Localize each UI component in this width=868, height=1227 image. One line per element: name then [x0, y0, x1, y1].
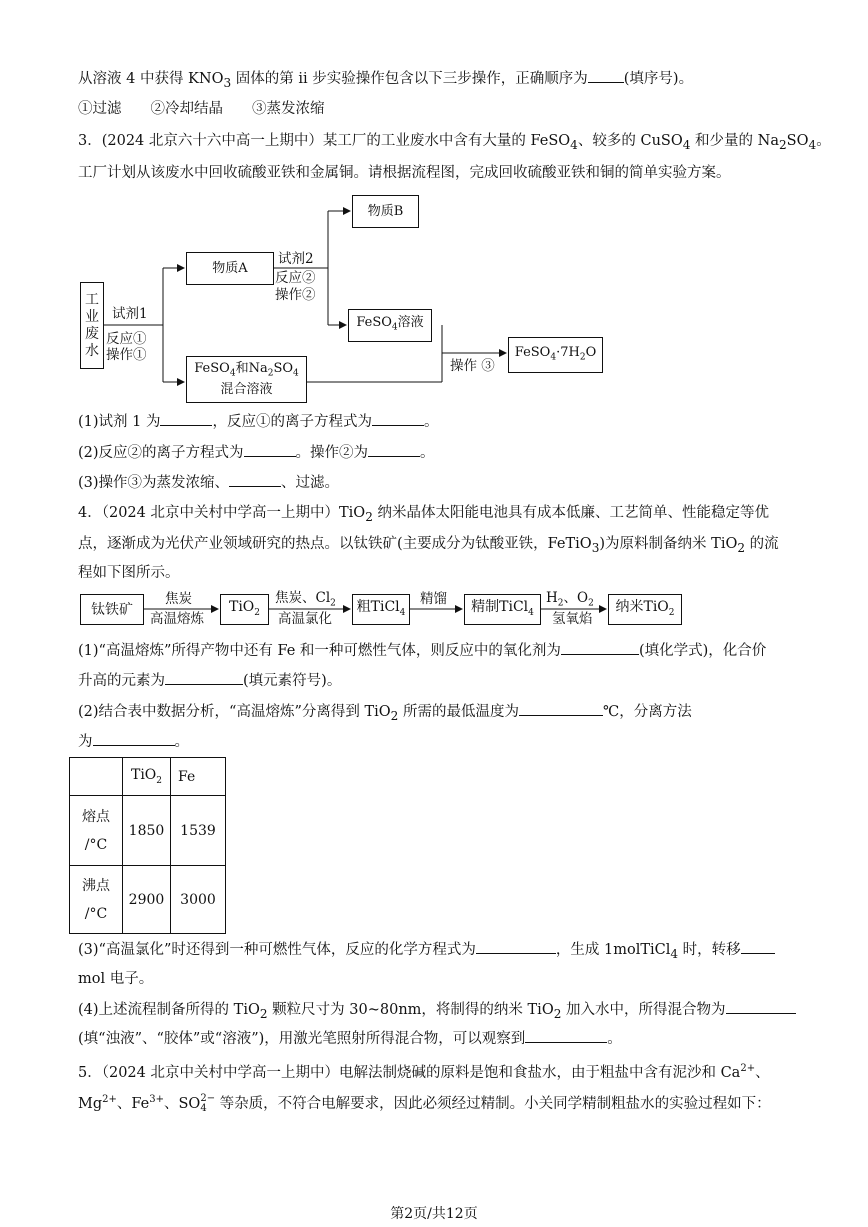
- text-span: SO: [786, 133, 809, 149]
- subscript: 2: [737, 540, 746, 555]
- box-label: FeSO: [356, 315, 392, 331]
- box-label: 纳米TiO: [615, 598, 669, 615]
- subscript: 4: [570, 137, 578, 152]
- box-label: 粗TiCl: [356, 598, 400, 615]
- answer-blank[interactable]: [165, 670, 243, 685]
- label-operation-2: 操作②: [275, 287, 316, 303]
- text-span: 和少量的 Na: [690, 133, 779, 149]
- box-crude-ticl4: [352, 594, 410, 625]
- table-row: [70, 866, 226, 934]
- text-span: 、Fe: [116, 1095, 150, 1112]
- text-span: (填序号)。: [623, 71, 694, 87]
- text-span: 等杂质，不符合电解要求，因此必须经过精制。小关同学精制粗盐水的实验过程如下：: [215, 1095, 771, 1112]
- subscript: 2: [553, 1006, 562, 1021]
- box-label: FeSO: [194, 361, 230, 377]
- subscript: 4: [550, 352, 557, 363]
- text-span: 颗粒尺寸为 30~80nm，将制得的纳米 TiO: [267, 1002, 554, 1018]
- table-header-cell: Fe: [171, 758, 226, 796]
- superscript: 2+: [740, 1063, 756, 1074]
- subscript: 4: [399, 607, 406, 618]
- subscript: 2: [668, 607, 675, 618]
- cell-text: 沸点: [82, 877, 110, 894]
- text-span: (填“浊液”、“胶体”或“溶液”)，用激光笔照射所得混合物，可以观察到: [78, 1031, 526, 1047]
- text-span: 时，转移: [678, 942, 741, 958]
- text-span: 、: [755, 1064, 770, 1081]
- text-span: Mg: [78, 1095, 103, 1112]
- text-span: 。: [607, 1031, 622, 1047]
- table-row-label: [70, 796, 123, 866]
- subscript: 2: [390, 708, 399, 723]
- text-span: (4)上述流程制备所得的 TiO: [78, 1002, 260, 1018]
- subscript: 2: [259, 1006, 268, 1021]
- subscript: 4: [670, 946, 679, 961]
- q4-part-4-cont: [78, 1028, 622, 1049]
- box-label: TiO: [228, 598, 255, 615]
- text-span: 4．（2024 北京中关村中学高一上期中）TiO: [78, 505, 366, 521]
- subscript: 4: [200, 1102, 207, 1114]
- label-reaction-2: 反应②: [275, 270, 316, 286]
- subscript: 3: [223, 75, 232, 90]
- subscript: 2: [254, 607, 261, 618]
- box-label: 物质A: [212, 260, 248, 276]
- table-cell: 1850: [123, 796, 171, 866]
- q4-part-2: [78, 701, 692, 726]
- label-operation-3: 操作 ③: [450, 358, 495, 374]
- box-label: O: [585, 344, 597, 360]
- label-reaction-1: 反应①: [106, 331, 147, 347]
- text-span: 升高的元素为: [78, 673, 165, 689]
- answer-blank[interactable]: [561, 640, 639, 655]
- text-span: 、SO: [164, 1095, 201, 1112]
- text-span: 。操作②为: [295, 445, 369, 461]
- text-span: (1)“高温熔炼”所得产物中还有 Fe 和一种可燃性气体，则反应中的氧化剂为: [78, 643, 561, 659]
- box-label: ·7H: [556, 344, 580, 360]
- subscript: 4: [682, 137, 691, 152]
- text-span: 程如下图所示。: [78, 565, 180, 581]
- subscript: 4: [808, 137, 817, 152]
- text-line: [78, 1090, 771, 1114]
- text-span: 5．（2024 北京中关村中学高一上期中）电解法制烧碱的原料是饱和食盐水，由于粗盐中含有泥沙和 Ca: [78, 1064, 741, 1081]
- label-h2-o2: [546, 590, 594, 612]
- text-span: )为原料制备纳米 TiO: [599, 536, 738, 552]
- melting-boiling-point-table: [69, 757, 226, 934]
- table-row: [70, 796, 226, 866]
- table-cell: 2900: [123, 866, 171, 934]
- label-distillation: 精馏: [420, 591, 447, 607]
- subscript: 2: [588, 598, 594, 609]
- answer-blank[interactable]: [519, 701, 603, 716]
- box-label: 钛铁矿: [91, 601, 133, 618]
- text-span: (3)“高温氯化”时还得到一种可燃性气体，反应的化学方程式为: [78, 942, 476, 958]
- box-label: 溶液: [397, 315, 424, 331]
- q4-part-4: [78, 999, 796, 1024]
- text-span: (2)结合表中数据分析，“高温熔炼”分离得到 TiO: [78, 704, 391, 720]
- text-span: 为: [78, 734, 93, 750]
- text-span: 工厂计划从该废水中回收硫酸亚铁和金属铜。请根据流程图，完成回收硫酸亚铁和铜的简单实验方案。: [78, 165, 731, 181]
- box-label: 工业废水: [85, 291, 99, 359]
- question-5-title: [78, 1059, 770, 1083]
- answer-blank[interactable]: [525, 1028, 607, 1043]
- text-span: ℃，分离方法: [602, 704, 692, 720]
- subscript: 2: [557, 598, 564, 609]
- text-span: 。: [423, 414, 439, 430]
- text-span: ，反应①的离子方程式为: [212, 414, 372, 430]
- label-high-temp-smelting: 高温熔炼: [150, 611, 204, 627]
- text-span: mol 电子。: [78, 971, 154, 987]
- box-label: FeSO: [514, 344, 551, 360]
- text-span: 加入水中，所得混合物为: [561, 1002, 726, 1018]
- box-label: 精制TiCl: [471, 598, 529, 615]
- subscript: 2: [156, 775, 163, 786]
- box-tio2: [220, 594, 269, 625]
- superscript: 3+: [149, 1094, 164, 1105]
- text-span: ，生成 1molTiCl: [555, 942, 671, 958]
- page-footer: 第2页/共12页: [390, 1206, 478, 1222]
- q4-part-3: [78, 939, 775, 964]
- text-span: 3．(2024 北京六十六中高一上期中）某工厂的工业废水中含有大量的 FeSO: [78, 133, 571, 149]
- table-cell: 1539: [171, 796, 226, 866]
- text-span: (填化学式)，化合价: [638, 643, 767, 659]
- box-refined-ticl4: [464, 594, 541, 625]
- table-row: [70, 758, 226, 796]
- box-nano-tio2: [608, 594, 682, 625]
- subscript: 2: [778, 137, 787, 152]
- options-text: ①过滤 ②冷却结晶 ③蒸发浓缩: [78, 101, 325, 117]
- subscript: 2: [330, 598, 336, 609]
- text-span: (填元素符号)。: [243, 673, 342, 689]
- label-operation-1: 操作①: [106, 347, 147, 363]
- answer-blank[interactable]: [476, 939, 556, 954]
- table-header-cell: [123, 758, 171, 796]
- q4-part-1: [78, 640, 766, 661]
- subscript: 3: [591, 540, 600, 555]
- box-label: 混合溶液: [220, 381, 273, 397]
- text-span: 。: [174, 734, 189, 750]
- box-label: 物质B: [367, 203, 404, 219]
- table-header-cell: [70, 758, 123, 796]
- label-text: 、O: [563, 590, 589, 606]
- text-span: (3)操作③为蒸发浓缩、: [78, 475, 230, 491]
- cell-text: /°C: [84, 836, 108, 853]
- label-text: H: [546, 590, 558, 606]
- q4-part-1-cont: [78, 670, 341, 691]
- text-span: 。: [420, 445, 435, 461]
- table-row-label: [70, 866, 123, 934]
- text-span: (2)反应②的离子方程式为: [78, 445, 244, 461]
- subscript: 2: [365, 509, 373, 524]
- table-cell: 3000: [171, 866, 226, 934]
- label-text: 焦炭、Cl: [275, 590, 331, 606]
- text-span: 、过滤。: [281, 475, 340, 491]
- label-reagent-1: 试剂1: [112, 306, 148, 322]
- answer-blank[interactable]: [741, 939, 775, 954]
- q4-part-2-cont: [78, 731, 189, 752]
- box-label: 和Na: [235, 361, 268, 377]
- text-span: 所需的最低温度为: [398, 704, 519, 720]
- subscript: 2: [267, 368, 274, 379]
- subscript: 4: [229, 368, 236, 379]
- superscript: 2+: [102, 1094, 117, 1105]
- label-coke: 焦炭: [165, 591, 192, 607]
- superscript: 2−: [200, 1092, 216, 1104]
- text-span: 的流: [745, 536, 779, 552]
- label-high-temp-chlorination: 高温氯化: [278, 611, 332, 627]
- text-span: 从溶液 4 中获得 KNO: [78, 71, 224, 87]
- subscript: 4: [391, 322, 398, 333]
- text-span: (1)试剂 1 为: [78, 414, 161, 430]
- q4-part-3-cont: [78, 969, 153, 989]
- text-span: 点，逐渐成为光伏产业领域研究的热点。以钛铁矿(主要成分为钛酸亚铁，FeTiO: [78, 536, 592, 552]
- label-coke-cl2: [275, 590, 336, 612]
- cell-text: 熔点: [82, 808, 110, 825]
- text-span: 、较多的 CuSO: [577, 133, 683, 149]
- text-span: 纳米晶体太阳能电池具有成本低廉、工艺简单、性能稳定等优: [372, 505, 769, 521]
- label-oxyhydrogen-flame: 氢氧焰: [552, 611, 593, 627]
- subscript: 4: [293, 368, 299, 379]
- cell-text: /°C: [84, 905, 108, 922]
- box-label: SO: [273, 361, 294, 377]
- sulfate-charge: [200, 1094, 215, 1114]
- cell-text: TiO: [130, 767, 157, 784]
- subscript: 4: [528, 607, 534, 618]
- subscript: 2: [579, 352, 586, 363]
- text-span: 。: [816, 133, 831, 149]
- answer-blank[interactable]: [726, 999, 796, 1014]
- answer-blank[interactable]: [93, 731, 175, 746]
- box-ilmenite: [80, 594, 144, 625]
- text-span: 固体的第 ii 步实验操作包含以下三步操作，正确顺序为: [231, 71, 588, 87]
- label-reagent-2: 试剂2: [278, 251, 314, 267]
